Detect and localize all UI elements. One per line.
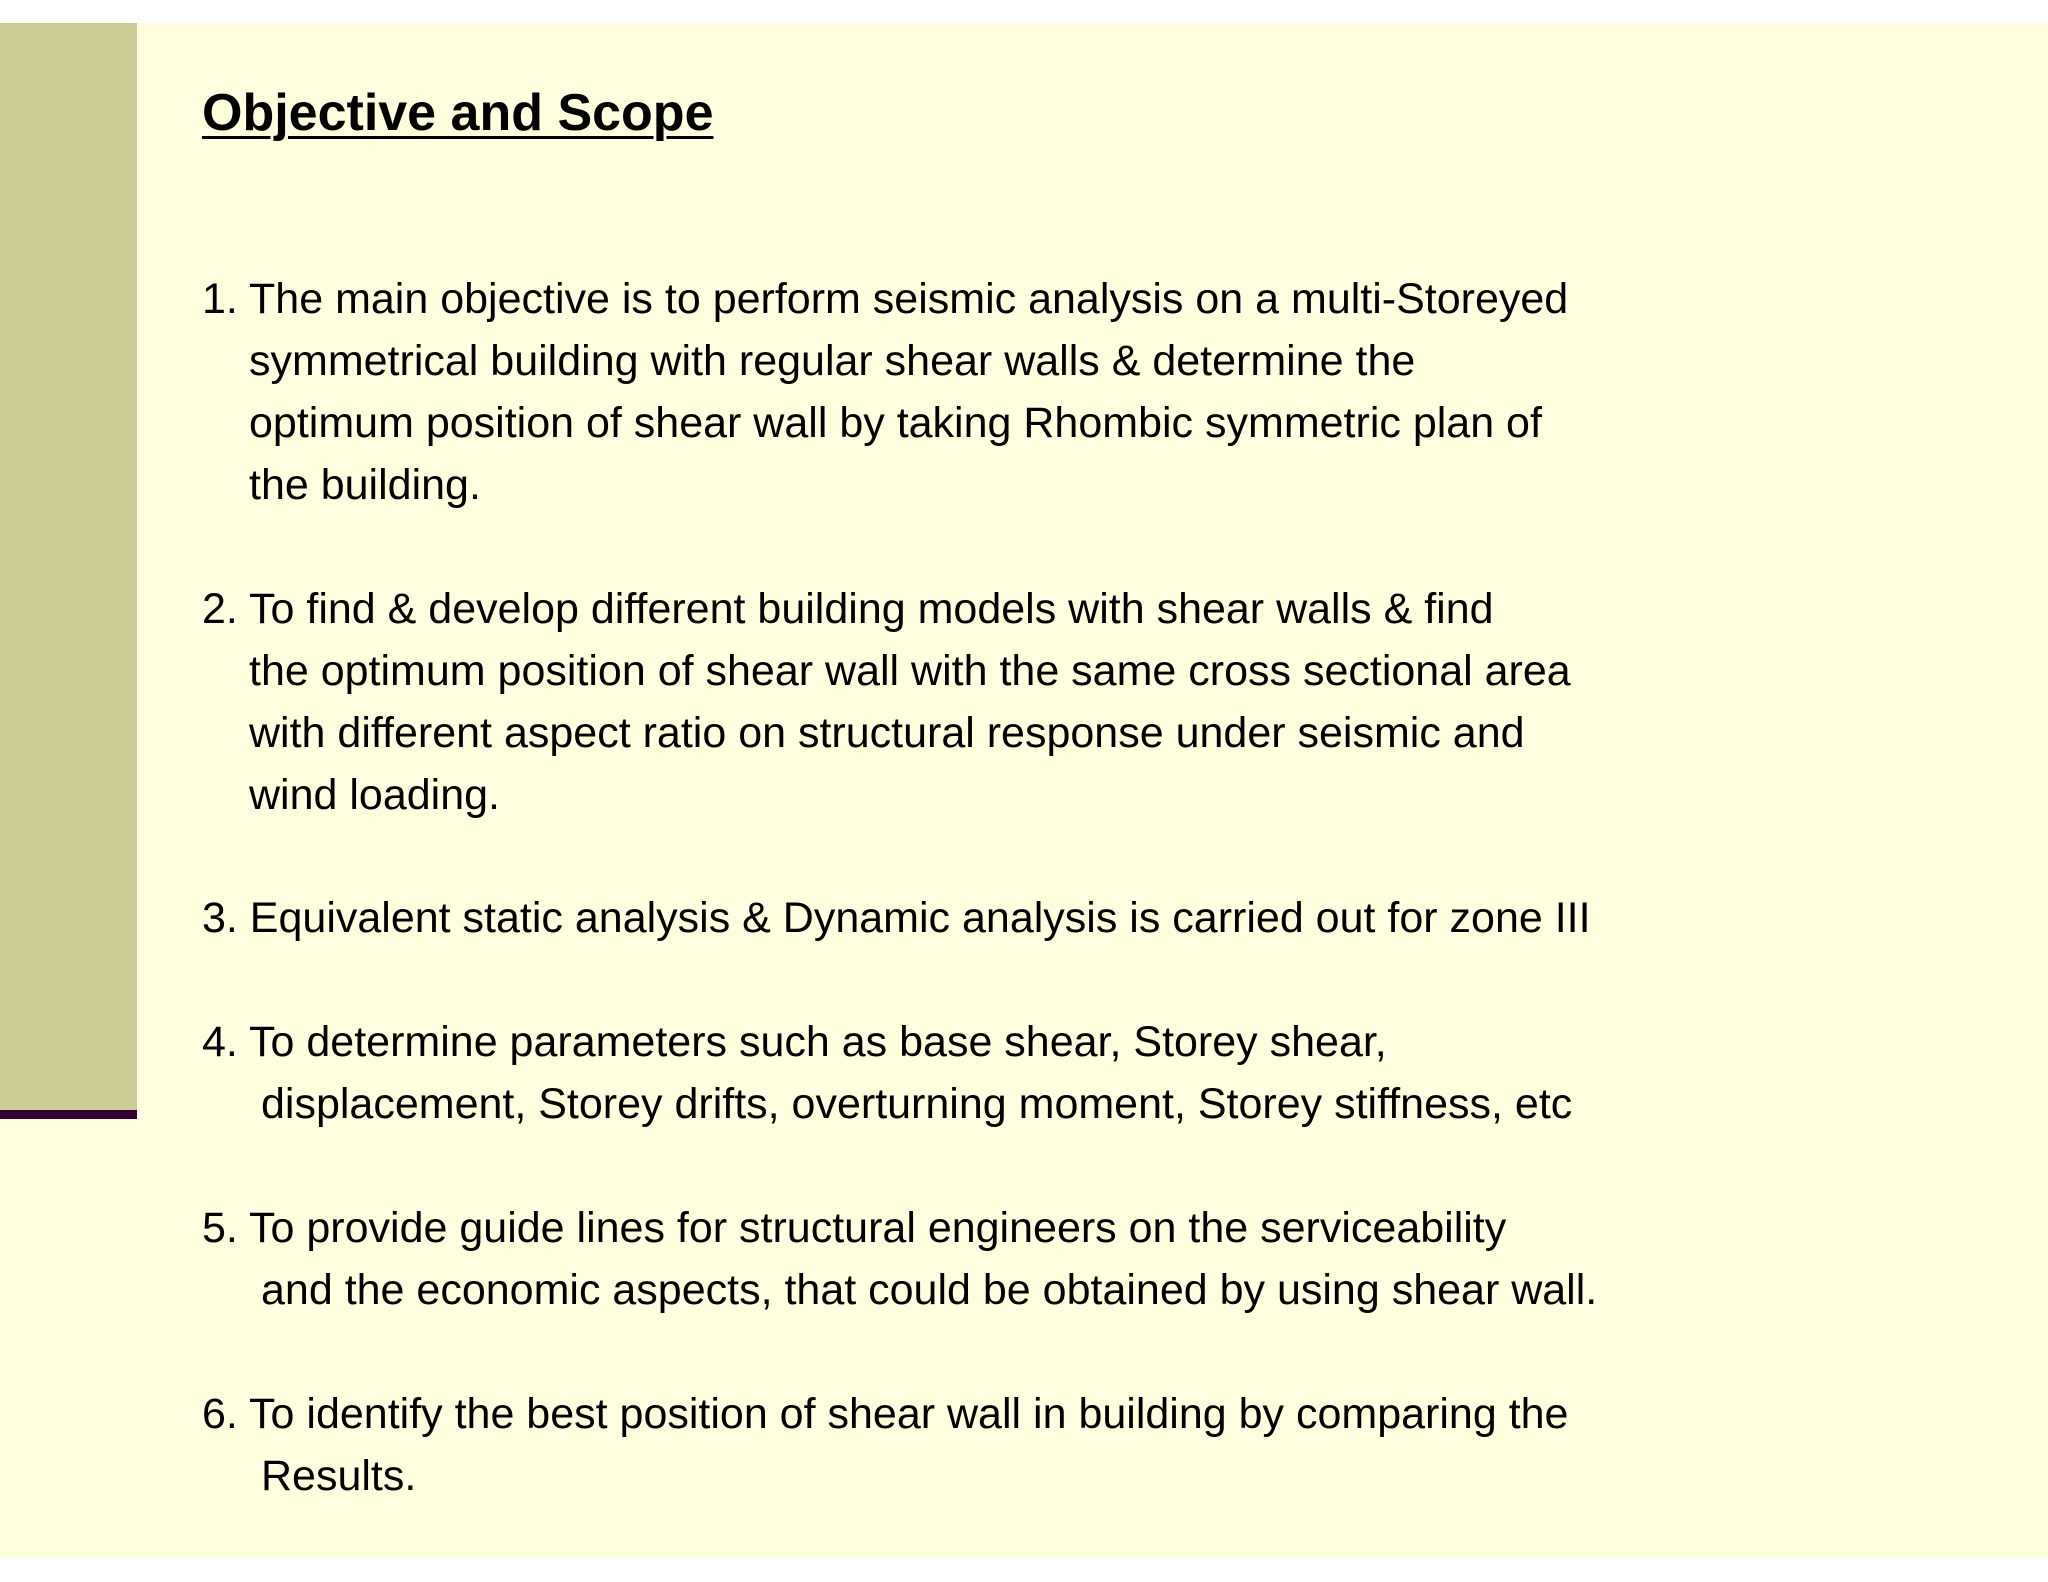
item-line: and the economic aspects, that could be obtained by using shear wall. bbox=[261, 1266, 1598, 1314]
item-line: displacement, Storey drifts, overturning moment, Storey stiffness, etc bbox=[261, 1080, 1573, 1128]
item-line: 4. To determine parameters such as base shear, Storey shear, bbox=[202, 1018, 1387, 1066]
objective-item-3 bbox=[202, 887, 1591, 949]
slide bbox=[0, 23, 2048, 1558]
item-line: the optimum position of shear wall with the same cross sectional area bbox=[249, 647, 1571, 695]
objective-item-1 bbox=[202, 268, 1568, 516]
item-line: 6. To identify the best position of shear wall in building by comparing the bbox=[202, 1390, 1569, 1438]
item-line: Results. bbox=[261, 1452, 417, 1500]
item-line: 3. Equivalent static analysis & Dynamic analysis is carried out for zone III bbox=[202, 894, 1591, 942]
item-line: optimum position of shear wall by taking Rhombic symmetric plan of bbox=[249, 399, 1542, 447]
item-line: with different aspect ratio on structural response under seismic and bbox=[249, 709, 1525, 757]
objective-item-4 bbox=[202, 1011, 1572, 1135]
item-line: 1. The main objective is to perform seismic analysis on a multi-Storeyed bbox=[202, 275, 1569, 323]
item-line: symmetrical building with regular shear walls & determine the bbox=[249, 337, 1416, 385]
objective-item-2 bbox=[202, 578, 1571, 826]
side-accent-bar bbox=[0, 23, 137, 1110]
slide-title: Objective and Scope bbox=[202, 84, 714, 142]
item-line: 5. To provide guide lines for structural engineers on the serviceability bbox=[202, 1204, 1507, 1252]
item-line: the building. bbox=[249, 461, 481, 509]
objective-item-5 bbox=[202, 1197, 1597, 1321]
item-line: 2. To find & develop different building models with shear walls & find bbox=[202, 585, 1494, 633]
objective-item-6 bbox=[202, 1383, 1568, 1507]
item-line: wind loading. bbox=[249, 771, 501, 819]
side-accent-line bbox=[0, 1110, 137, 1119]
